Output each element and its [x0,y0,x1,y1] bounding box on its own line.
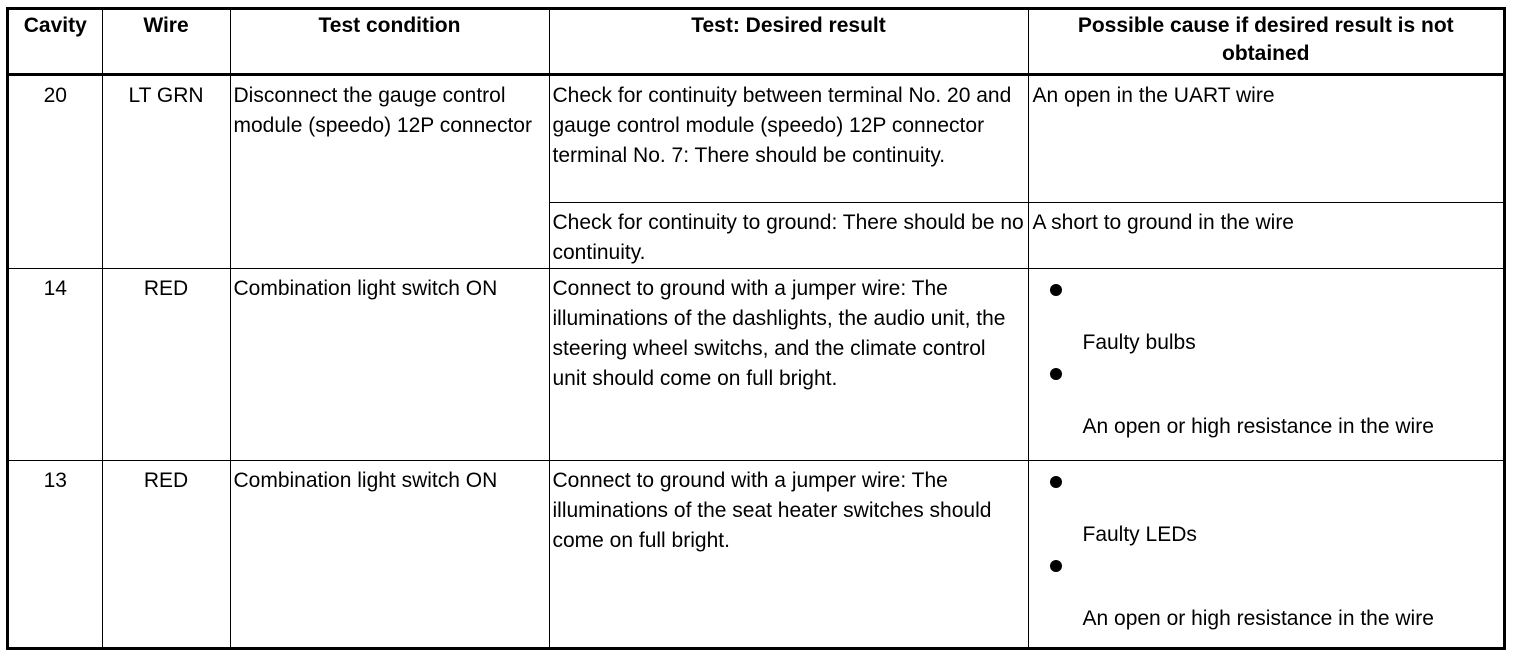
diagnostic-table [9,10,1503,647]
cause-list [1033,466,1501,634]
wire-cell: RED [102,268,230,460]
table-row [9,460,1503,647]
desired-result-cell: Check for continuity between terminal No. 20 and gauge control module (speedo) 12P connector terminal No. 7: There should be continuity. [549,74,1028,202]
possible-cause-cell: A short to ground in the wire [1028,202,1503,268]
wire-cell: RED [102,460,230,647]
cause-text: An open or high resistance in the wire [1082,606,1434,630]
test-condition-cell: Disconnect the gauge control module (speedo) 12P connector [230,74,549,268]
cause-list [1033,274,1501,442]
desired-result-cell: Check for continuity to ground: There should be no continuity. [549,202,1028,268]
possible-cause-cell [1028,460,1503,647]
bullet-icon [1050,560,1062,572]
cause-text: Faulty bulbs [1082,330,1196,354]
desired-result-cell: Connect to ground with a jumper wire: The illuminations of the seat heater switches should come on full bright. [549,460,1028,647]
test-condition-cell: Combination light switch ON [230,268,549,460]
table-row [9,74,1503,202]
cavity-cell: 20 [9,74,102,268]
wire-cell: LT GRN [102,74,230,268]
header-wire: Wire [102,10,230,74]
list-item [1033,368,1501,442]
header-desired-result: Test: Desired result [549,10,1028,74]
table-row [9,268,1503,460]
desired-result-cell: Connect to ground with a jumper wire: The illuminations of the dashlights, the audio unit, the steering wheel switchs, and the climate control unit should come on full bright. [549,268,1028,460]
list-item [1033,284,1501,358]
cavity-cell: 14 [9,268,102,460]
test-condition-cell: Combination light switch ON [230,460,549,647]
list-item [1033,560,1501,634]
header-row [9,10,1503,74]
cavity-cell: 13 [9,460,102,647]
bullet-icon [1050,284,1062,296]
list-item [1033,476,1501,550]
diagnostic-table-frame [6,7,1506,650]
possible-cause-cell [1028,268,1503,460]
bullet-icon [1050,476,1062,488]
header-test-condition: Test condition [230,10,549,74]
cause-text: Faulty LEDs [1082,522,1197,546]
possible-cause-cell: An open in the UART wire [1028,74,1503,202]
bullet-icon [1050,368,1062,380]
header-cavity: Cavity [9,10,102,74]
cause-text: An open or high resistance in the wire [1082,414,1434,438]
header-possible-cause: Possible cause if desired result is not obtained [1028,10,1503,74]
